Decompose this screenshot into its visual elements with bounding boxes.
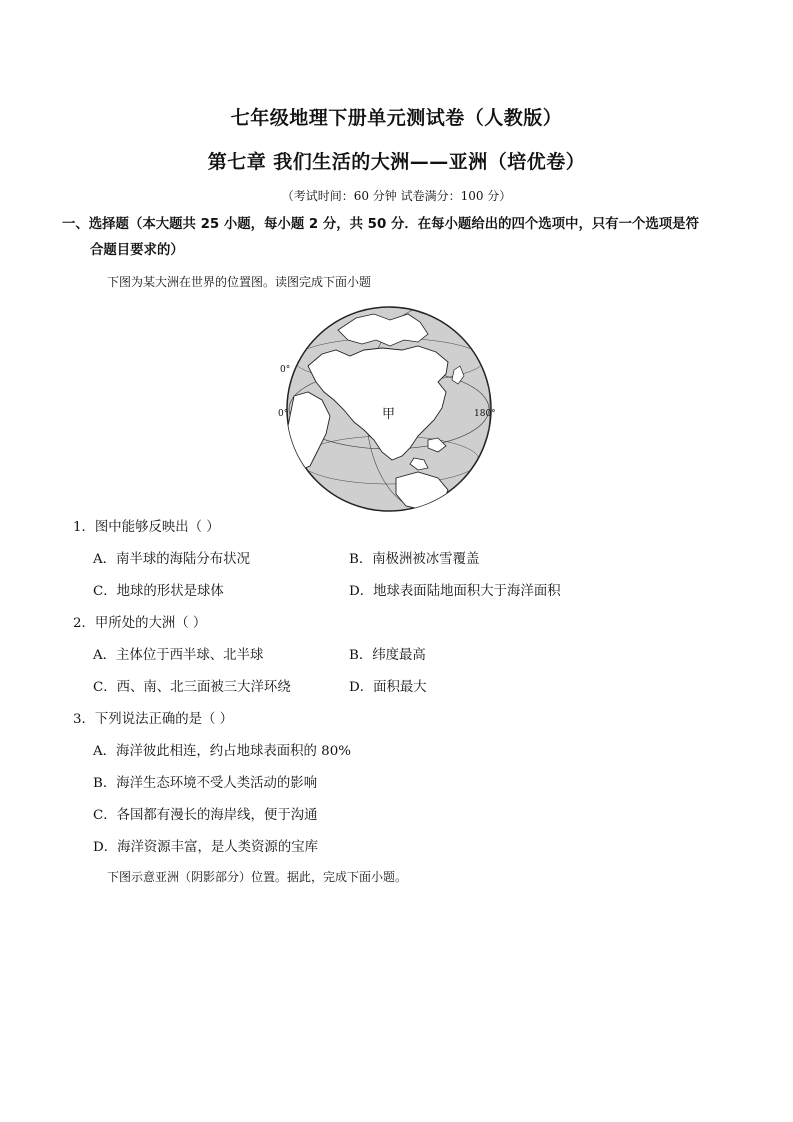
question-1-option-b: B．南极洲被冰雪覆盖 — [349, 552, 480, 567]
label-longitude: 0° — [278, 409, 289, 419]
section-heading — [62, 212, 732, 264]
label-jia: 甲 — [382, 407, 396, 422]
question-3-option-b: B．海洋生态环境不受人类活动的影响 — [93, 776, 318, 791]
question-1-option-c: C．地球的形状是球体 — [93, 584, 224, 599]
question-2-stem: 2．甲所处的大洲（ ） — [73, 616, 207, 631]
section-heading-line2: 合题目要求的） — [90, 243, 184, 258]
globe-map — [278, 300, 500, 518]
question-3-option-d: D．海洋资源丰富，是人类资源的宝库 — [93, 840, 318, 855]
chapter-title: 第七章 我们生活的大洲——亚洲（培优卷） — [207, 151, 586, 173]
question-1-option-a: A．南半球的海陆分布状况 — [93, 552, 250, 567]
exam-info: （考试时间：60 分钟 试卷满分：100 分） — [281, 189, 512, 203]
intro-text-map1: 下图为某大洲在世界的位置图。读图完成下面小题 — [107, 275, 372, 289]
question-2-option-b: B．纬度最高 — [349, 648, 426, 663]
intro-text-map2: 下图示意亚洲（阴影部分）位置。据此，完成下面小题。 — [107, 870, 408, 884]
question-3-option-a: A．海洋彼此相连，约占地球表面积的 80% — [93, 744, 351, 759]
section-heading-line1: 一、选择题（本大题共 25 小题，每小题 2 分，共 50 分．在每小题给出的四个选项中，只有一个选项是符 — [62, 217, 699, 232]
question-2-option-a: A．主体位于西半球、北半球 — [93, 648, 264, 663]
question-2-option-c: C．西、南、北三面被三大洋环绕 — [93, 680, 291, 695]
globe-map-figure — [278, 300, 500, 518]
question-3-stem: 3．下列说法正确的是（ ） — [73, 712, 234, 727]
question-2-option-d: D．面积最大 — [349, 680, 427, 695]
page-title: 七年级地理下册单元测试卷（人教版） — [230, 107, 563, 129]
question-1-option-d: D．地球表面陆地面积大于海洋面积 — [349, 584, 561, 599]
label-longitude: 180° — [474, 409, 496, 419]
label-longitude: 0° — [280, 365, 291, 375]
question-1-stem: 1．图中能够反映出（ ） — [73, 520, 220, 535]
question-3-option-c: C．各国都有漫长的海岸线，便于沟通 — [93, 808, 318, 823]
